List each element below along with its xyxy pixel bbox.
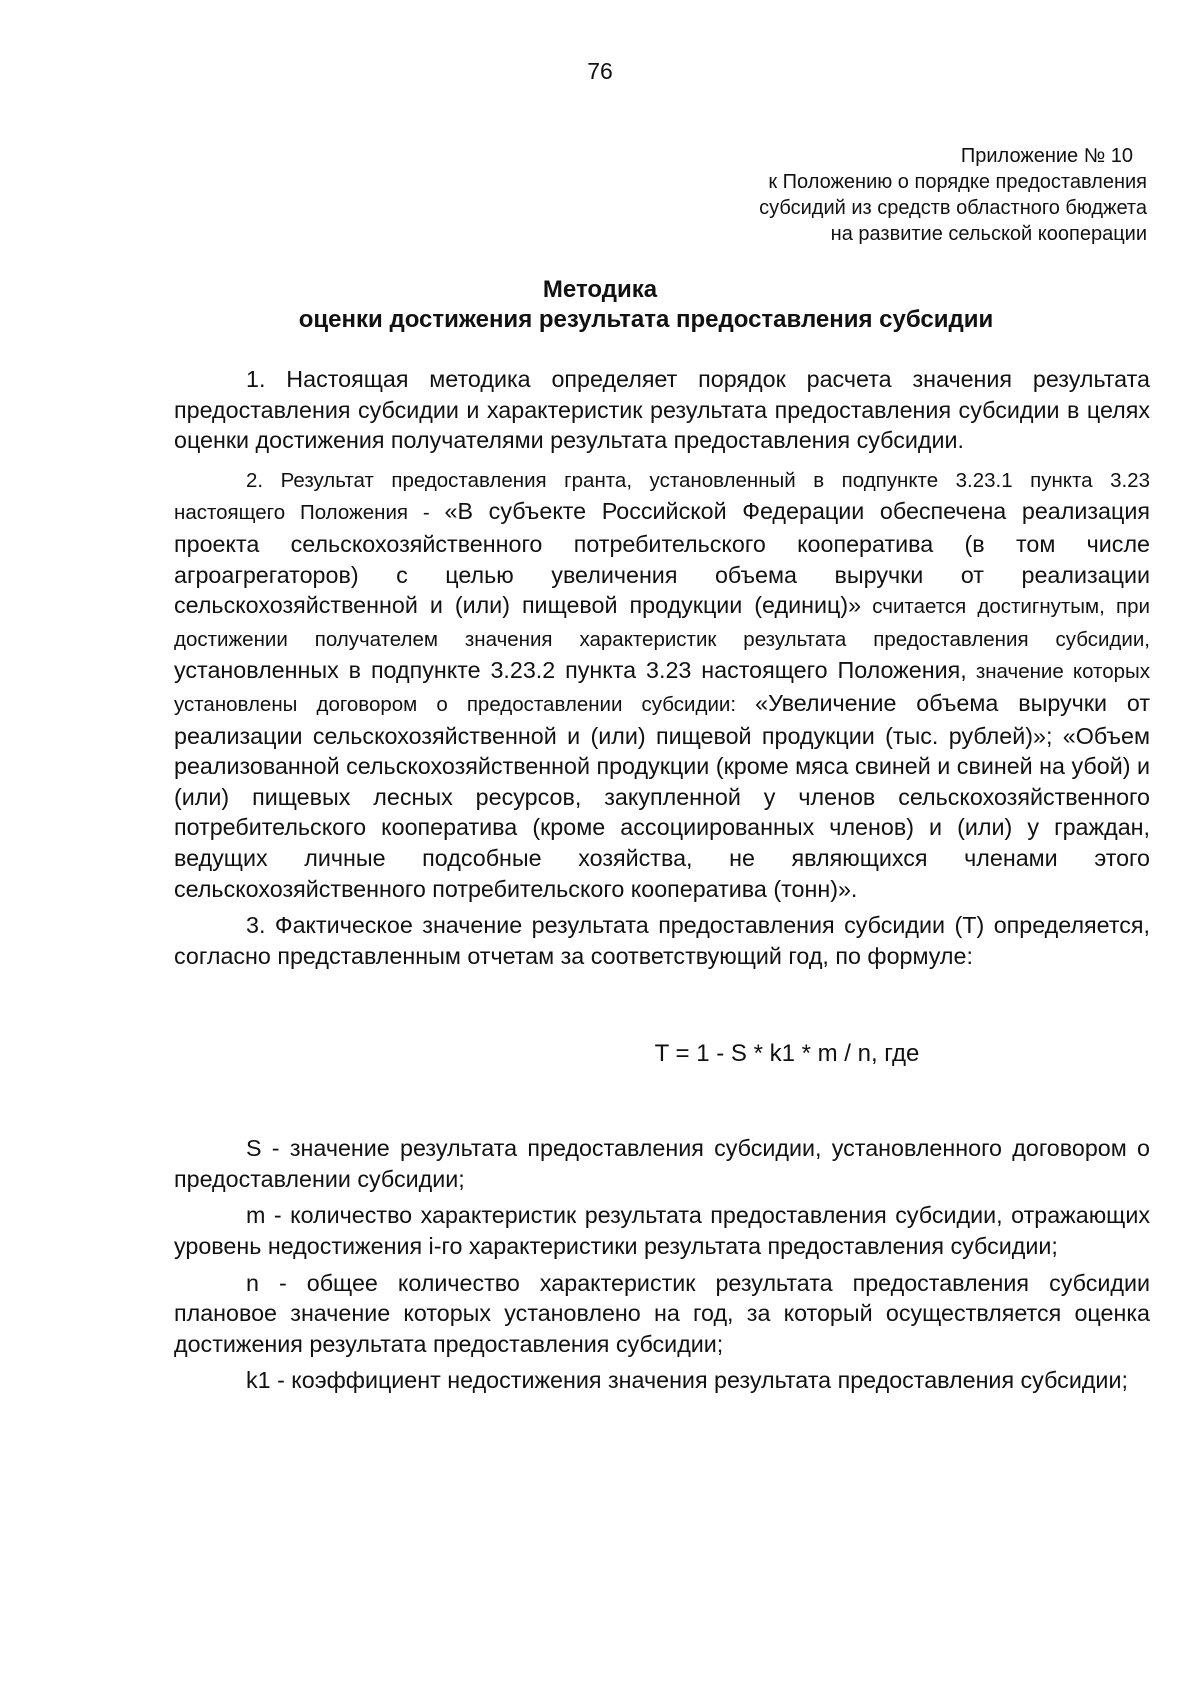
document-title xyxy=(0,275,1200,335)
appendix-line: Приложение № 10 xyxy=(960,145,1133,167)
paragraph-2-part: значение которых установлены договором о предоставлении субсидии: xyxy=(174,660,1151,716)
paragraph-2 xyxy=(174,464,1150,904)
title-line: Методика xyxy=(542,276,658,303)
variable-definition: n - общее количество характеристик результата предоставления субсидии плановое значение которых установлено на год, за который осуществляется оценка достижения результата предоставления субсидии; xyxy=(174,1269,1150,1357)
appendix-line: субсидий из средств областного бюджета xyxy=(759,197,1147,219)
variable-definition: k1 - коэффициент недостижения значения результата предоставления субсидии; xyxy=(246,1367,1128,1394)
title-line: оценки достижения результата предоставления субсидии xyxy=(298,306,994,333)
variable-definition: S - значение результата предоставления субсидии, установленного договором о предоставлении субсидии; xyxy=(174,1135,1150,1192)
paragraph-2-part: «Увеличение объема выручки от реализации сельскохозяйственной и (или) пищевой продукции (тыс. рублей)»; «Объем реализованной сельскохозяйственной продукции (кроме мяса свиней и свиней на убой) и (или) пищевых лесных ресурсов, закупленной у членов сельскохозяйственного потребительского кооператива (кроме ассоциированных членов) и (или) у граждан, ведущих личные подсобные хозяйства, не являющихся членами этого сельскохозяйственного потребительского кооператива (тонн)». xyxy=(174,689,1150,902)
page-number: 76 xyxy=(587,58,613,84)
paragraph-2-part: установленных в подпункте 3.23.2 пункта 3.23 настоящего Положения, xyxy=(174,657,967,684)
paragraph-3: 3. Фактическое значение результата предоставления субсидии (T) определяется, согласно представленным отчетам за соответствующий год, по формуле: xyxy=(174,912,1150,969)
paragraph-2-part: считается достигнутым, при достижении получателем значения характеристик результата предоставления субсидии, xyxy=(174,595,1150,651)
paragraph-2-part: «В субъекте Российской Федерации обеспечена реализация проекта сельскохозяйственного потребительского кооператива (в том числе агроагрегаторов) с целью увеличения объема выручки от реализации сельскохозяйственной и (или) пищевой продукции (единиц)» xyxy=(174,498,1150,619)
formula: T = 1 - S * k1 * m / n, где xyxy=(654,1040,920,1068)
paragraph-2-part: 2. Результат предоставления гранта, установленный в подпункте 3.23.1 пункта 3.23 настоящего Положения - xyxy=(174,468,1150,525)
appendix-header xyxy=(627,143,1147,247)
appendix-line: к Положению о порядке предоставления xyxy=(768,171,1147,193)
document-body xyxy=(174,364,1150,1402)
paragraph-1: 1. Настоящая методика определяет порядок расчета значения результата предоставления субсидии и характеристик результата предоставления субсидии в целях оценки достижения получателями результата предоставления субсидии. xyxy=(174,366,1150,454)
variable-definition: m - количество характеристик результата предоставления субсидии, отражающих уровень недостижения i-го характеристики результата предоставления субсидии; xyxy=(174,1202,1150,1260)
appendix-line: на развитие сельской кооперации xyxy=(830,223,1147,245)
